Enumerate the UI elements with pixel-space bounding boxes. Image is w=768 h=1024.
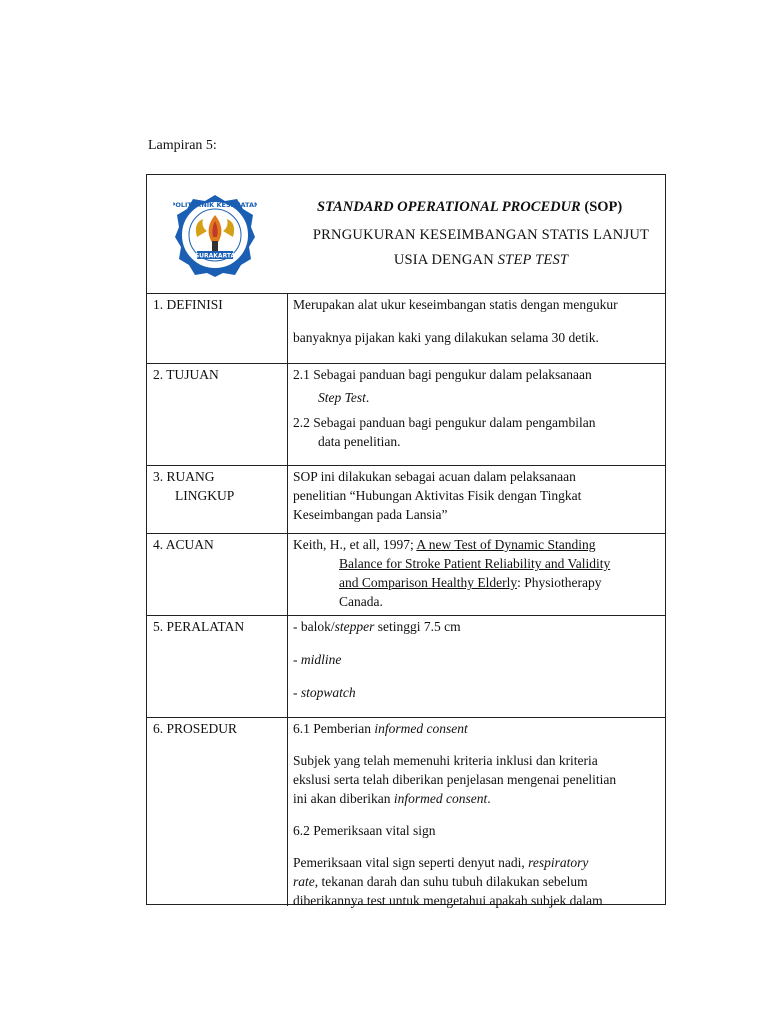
reference-title: A new Test of Dynamic Standing xyxy=(416,537,596,552)
row-divider xyxy=(147,717,665,718)
svg-text:SURAKARTA: SURAKARTA xyxy=(194,252,236,260)
acuan-content: Keith, H., et all, 1997; A new Test of Dynamic Standing Balance for Stroke Patient Reliability and Validity and Comparison Healthy Elderly: Physiotherapy Canada. xyxy=(293,537,611,609)
tujuan-content: 2.1 Sebagai panduan bagi pengukur dalam pelaksanaan Step Test. 2.2 Sebagai panduan bagi pengukur dalam pengambilan data penelitian. xyxy=(293,367,596,449)
ruang-lingkup-content: SOP ini dilakukan sebagai acuan dalam pelaksanaan penelitian “Hubungan Aktivitas Fisik dengan Tingkat Keseimbangan pada Lansia” xyxy=(293,469,582,522)
row-divider xyxy=(147,615,665,616)
row-label-prosedur: 6. PROSEDUR xyxy=(153,721,238,736)
sop-table xyxy=(146,174,666,908)
row-label-ruang-lingkup: 3. RUANG LINGKUP xyxy=(153,469,235,503)
attachment-label: Lampiran 5: xyxy=(148,138,217,153)
row-label-tujuan: 2. TUJUAN xyxy=(153,367,219,382)
peralatan-content: - balok/stepper setinggi 7.5 cm - midline - stopwatch xyxy=(293,619,461,700)
row-label-peralatan: 5. PERALATAN xyxy=(153,619,245,634)
document-subtitle: PRNGUKURAN KESEIMBANGAN STATIS LANJUT USIA DENGAN STEP TEST xyxy=(312,227,650,268)
row-label-definisi: 1. DEFINISI xyxy=(153,297,223,312)
row-divider xyxy=(147,293,665,294)
row-divider xyxy=(147,363,665,364)
document-title: STANDARD OPERATIONAL PROCEDUR (SOP) xyxy=(317,199,623,215)
row-label-acuan: 4. ACUAN xyxy=(153,537,214,552)
row-divider xyxy=(147,465,665,466)
column-divider xyxy=(287,293,288,906)
prosedur-content: 6.1 Pemberian informed consent Subjek yang telah memenuhi kriteria inklusi dan kriteria ekslusi serta telah diberikan penjelasan mengenai penelitian ini akan diberikan informed consent. 6.2 Pemeriksaan vital sign Pemeriksaan vital sign seperti denyut nadi, respiratory rate, tekanan darah dan suhu tubuh dilakukan sebelum diberikannya test untuk mengetahui apakah subjek dalam xyxy=(293,721,617,908)
definisi-content: Merupakan alat ukur keseimbangan statis dengan mengukur banyaknya pijakan kaki yang dilakukan selama 30 detik. xyxy=(293,297,618,345)
institution-logo xyxy=(173,193,257,277)
svg-text:POLITEKNIK KESEHATAN: POLITEKNIK KESEHATAN xyxy=(173,201,257,209)
row-divider xyxy=(147,533,665,534)
